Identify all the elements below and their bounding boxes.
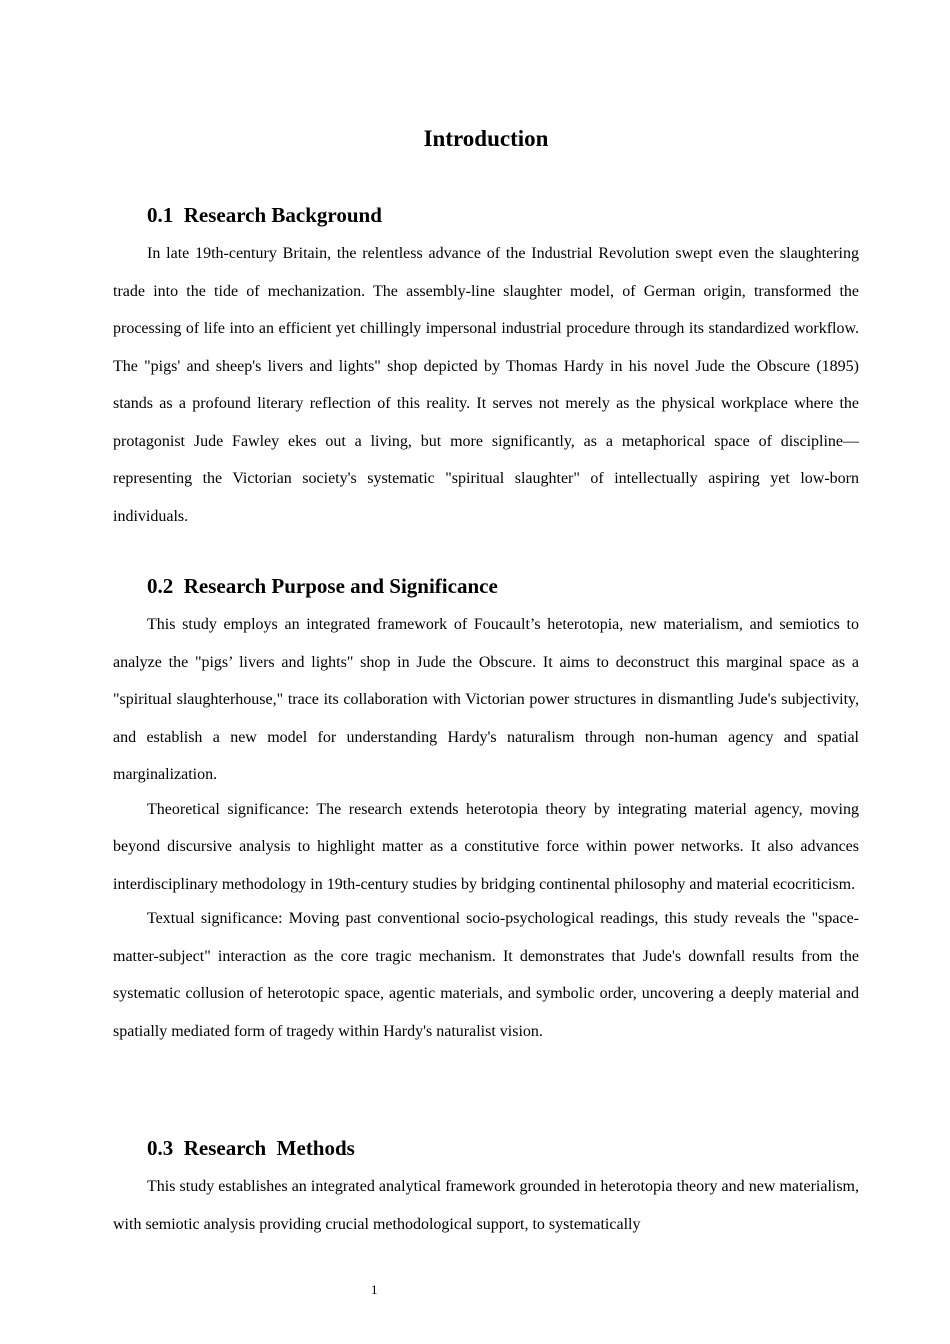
paragraph: This study employs an integrated framework of Foucault’s heterotopia, new materialism, and semiotics to analyze the "pigs’ livers and lights" shop in Jude the Obscure. It aims to deconstruct this marginal space as a "spiritual slaughterhouse," trace its collaboration with Victorian power structures in dismantling Jude's subjectivity, and establish a new model for understanding Hardy's naturalism through non-human agency and spatial marginalization. <box>113 616 859 783</box>
page-number: 1 <box>371 1282 378 1297</box>
document-title: Introduction <box>423 126 549 151</box>
paragraph: In late 19th-century Britain, the relentless advance of the Industrial Revolution swept even the slaughtering trade into the tide of mechanization. The assembly-line slaughter model, of German origin, transformed the processing of life into an efficient yet chillingly impersonal industrial procedure through its standardized workflow. The "pigs' and sheep's livers and lights" shop depicted by Thomas Hardy in his novel Jude the Obscure (1895) stands as a profound literary reflection of this reality. It serves not merely as the physical workplace where the protagonist Jude Fawley ekes out a living, but more significantly, as a metaphorical space of discipline—representing the Victorian society's systematic "spiritual slaughter" of intellectually aspiring yet low-born individuals. <box>113 245 859 525</box>
section-heading: 0.1 Research Background <box>147 203 382 227</box>
section-heading: 0.2 Research Purpose and Significance <box>147 574 498 598</box>
section-research-methods <box>113 1133 859 1243</box>
paragraph: Textual significance: Moving past conventional socio-psychological readings, this study reveals the "space-matter-subject" interaction as the core tragic mechanism. It demonstrates that Jude's downfall results from the systematic collusion of heterotopic space, agentic materials, and symbolic order, uncovering a deeply material and spatially mediated form of tragedy within Hardy's naturalist vision. <box>113 910 859 1040</box>
section-heading: 0.3 Research Methods <box>147 1136 355 1160</box>
paragraph: This study establishes an integrated analytical framework grounded in heterotopia theory and new materialism, with semiotic analysis providing crucial methodological support, to systematically <box>113 1178 859 1233</box>
section-research-background <box>113 200 859 535</box>
paragraph: Theoretical significance: The research extends heterotopia theory by integrating material agency, moving beyond discursive analysis to highlight matter as a constitutive force within power networks. It also advances interdisciplinary methodology in 19th-century studies by bridging continental philosophy and material ecocriticism. <box>113 800 859 893</box>
section-research-purpose <box>113 571 859 1050</box>
